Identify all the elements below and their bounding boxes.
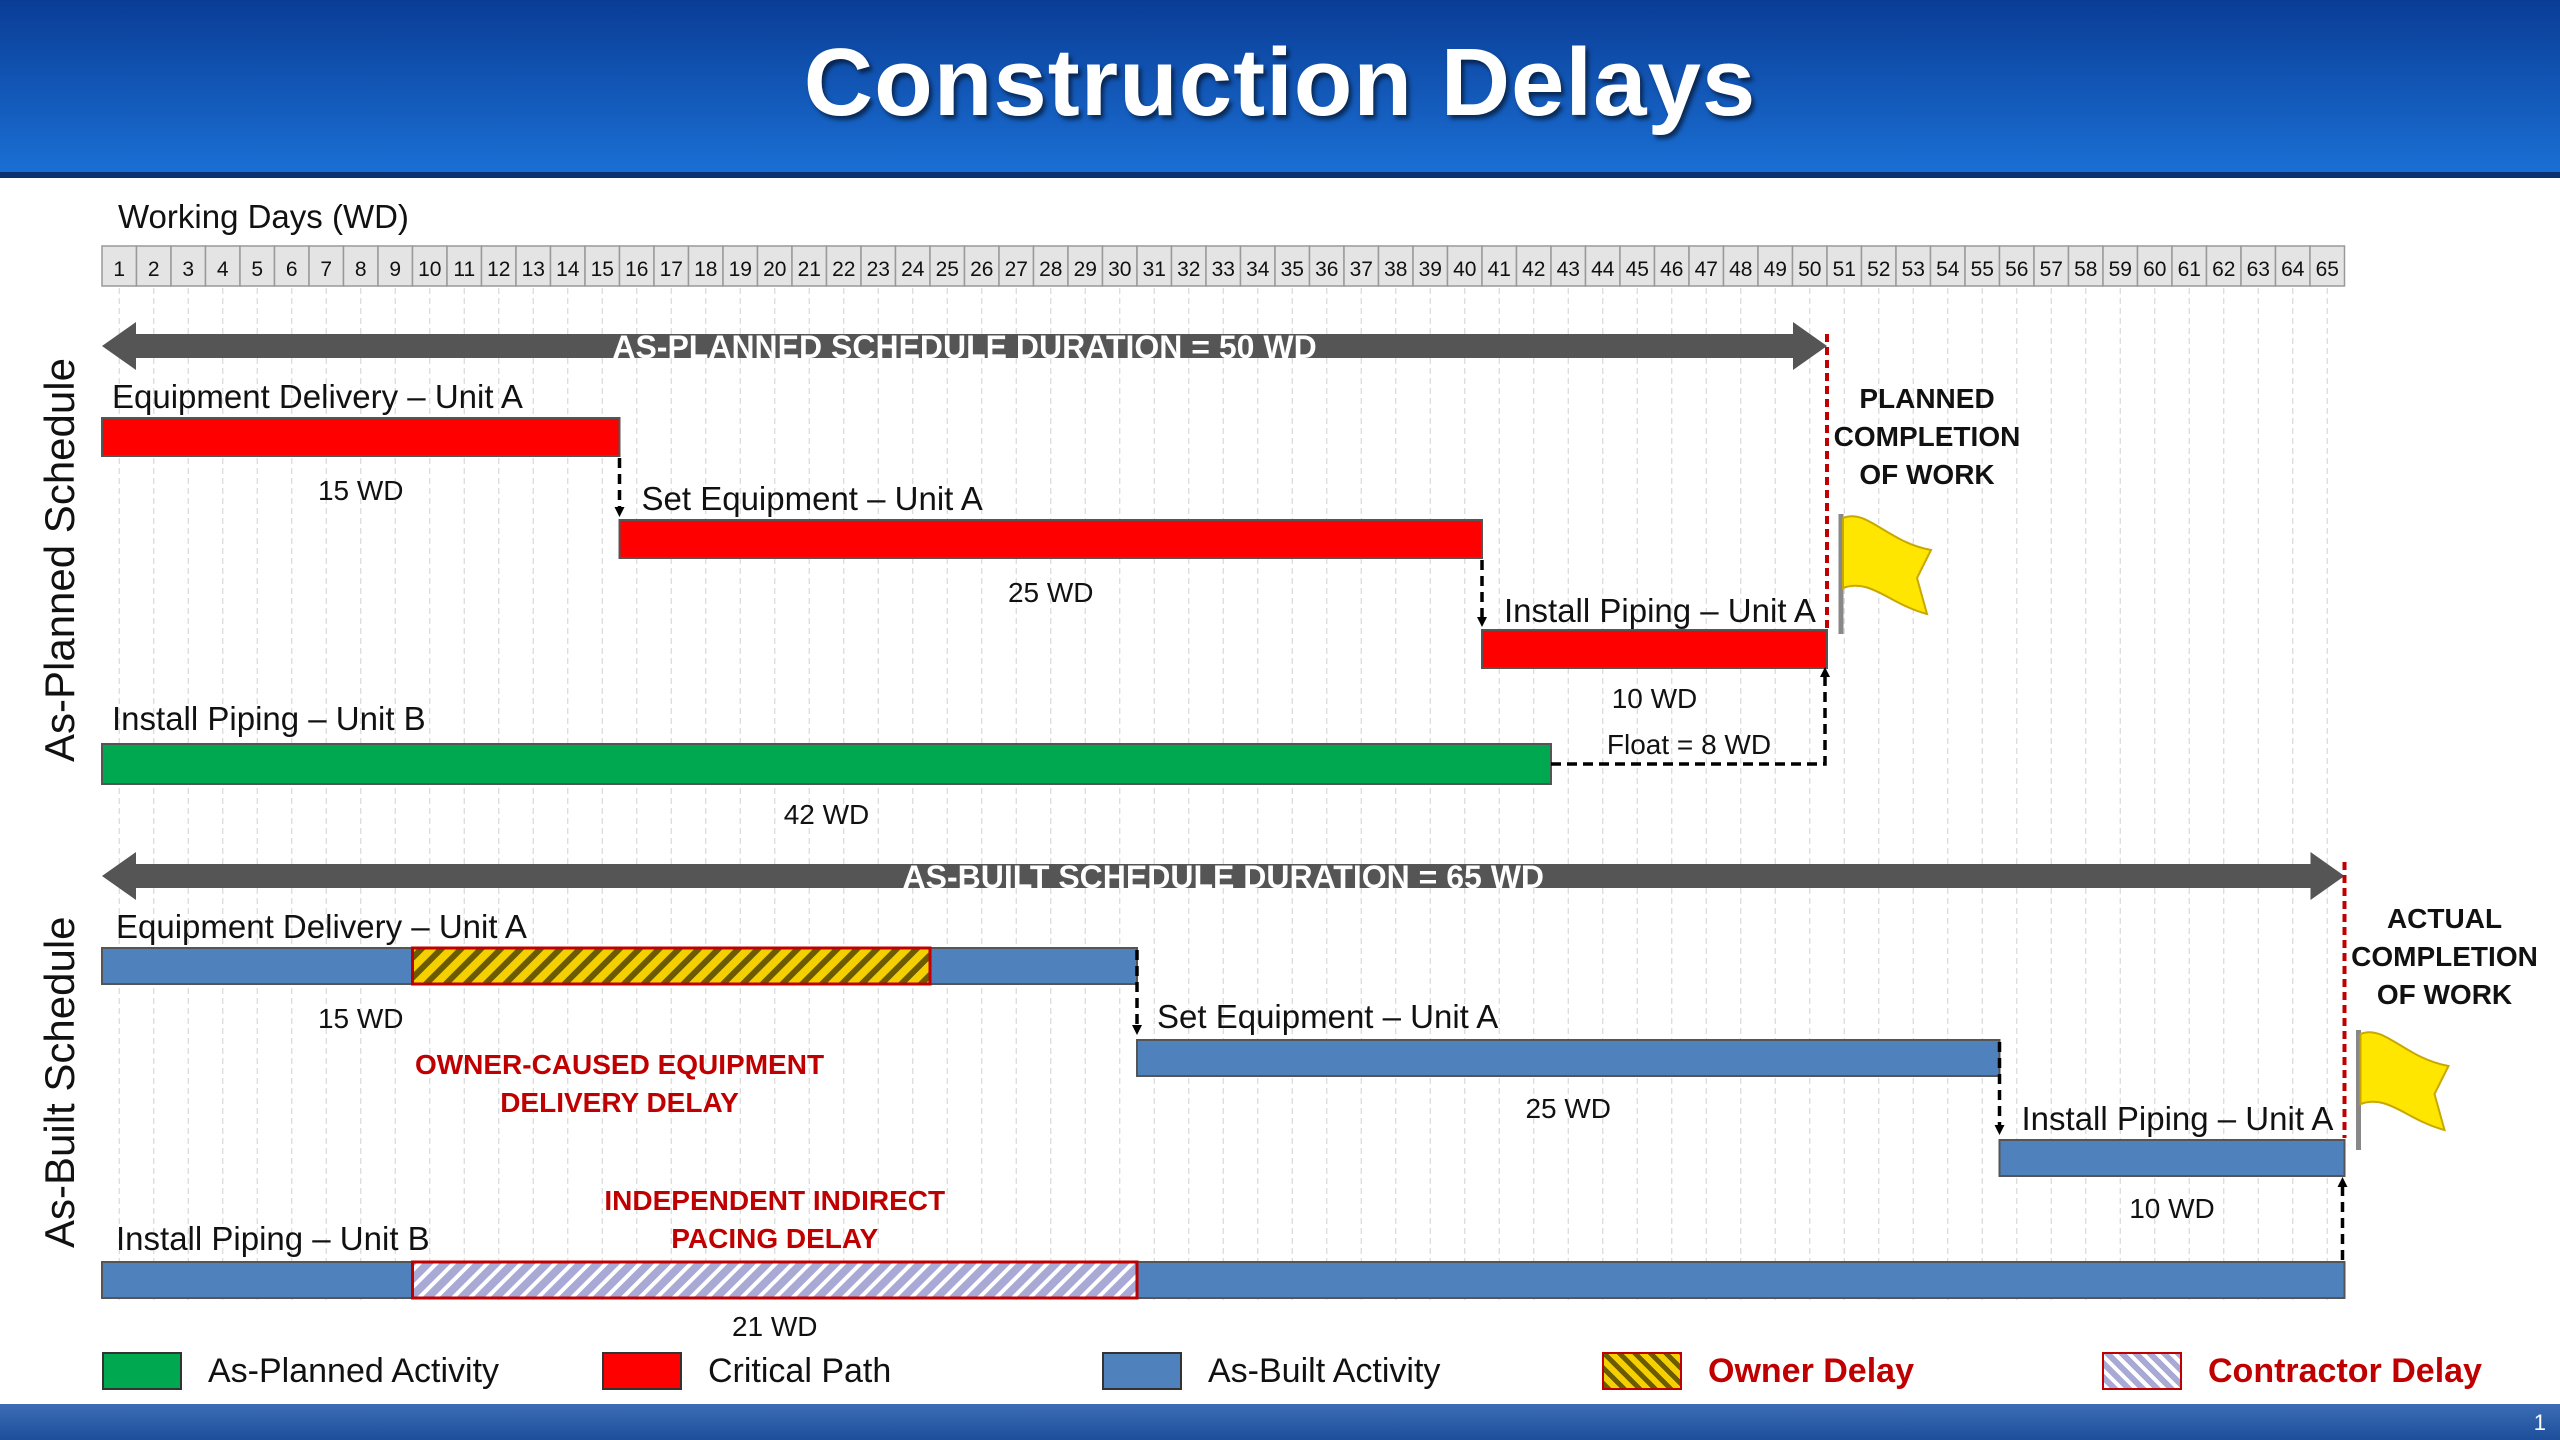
day-number: 57 (2039, 258, 2063, 281)
day-number: 20 (763, 258, 787, 281)
planned-completion-label: COMPLETION (1833, 421, 2021, 452)
owner-delay-label: DELIVERY DELAY (500, 1087, 739, 1118)
page-number: 1 (2533, 1410, 2546, 1435)
day-number: 10 (418, 258, 442, 281)
owner-delay-bar (413, 948, 931, 984)
day-number: 65 (2315, 258, 2339, 281)
contractor-delay-bar (413, 1262, 1138, 1298)
day-number: 28 (1039, 258, 1063, 281)
day-number: 56 (2005, 258, 2029, 281)
legend-label: Contractor Delay (2208, 1352, 2482, 1390)
day-number: 22 (832, 258, 856, 281)
legend-swatch-critical (602, 1352, 682, 1390)
planned-install-piping-a-label: Install Piping – Unit A (1504, 592, 1816, 629)
built-equipment-delivery-duration: 15 WD (317, 1003, 404, 1034)
day-number: 5 (251, 258, 264, 281)
day-number: 40 (1453, 258, 1477, 281)
planned-completion-flag-icon (1843, 516, 1931, 614)
day-number: 54 (1936, 258, 1960, 281)
day-number: 6 (285, 258, 298, 281)
day-number: 12 (487, 258, 511, 281)
legend-swatch-built (1102, 1352, 1182, 1390)
day-number: 17 (659, 258, 683, 281)
day-number: 15 (590, 258, 614, 281)
planned-completion-label: PLANNED (1859, 383, 1995, 414)
day-number: 52 (1867, 258, 1891, 281)
day-number: 62 (2212, 258, 2236, 281)
day-number: 45 (1625, 258, 1649, 281)
planned-install-piping-b-label: Install Piping – Unit B (112, 700, 426, 737)
built-install-piping-a-label: Install Piping – Unit A (2021, 1100, 2334, 1137)
contractor-delay-label: PACING DELAY (671, 1223, 879, 1254)
day-number: 26 (970, 258, 994, 281)
day-number: 55 (1970, 258, 1994, 281)
day-number: 47 (1694, 258, 1718, 281)
day-number: 46 (1660, 258, 1684, 281)
page-title: Construction Delays (803, 29, 1757, 136)
day-number: 38 (1384, 258, 1408, 281)
day-number: 31 (1142, 258, 1166, 281)
built-equipment-delivery-label: Equipment Delivery – Unit A (116, 908, 527, 945)
day-number: 37 (1349, 258, 1373, 281)
actual-completion-label: COMPLETION (2351, 941, 2538, 972)
built-install-piping-a-duration: 10 WD (2129, 1193, 2215, 1224)
actual-completion-label: OF WORK (2376, 979, 2513, 1010)
built-install-piping-b-label: Install Piping – Unit B (116, 1220, 430, 1257)
day-number: 39 (1418, 258, 1442, 281)
day-number: 48 (1729, 258, 1753, 281)
legend-swatch-contractor (2102, 1352, 2182, 1390)
legend-label: Critical Path (708, 1352, 892, 1390)
day-number: 13 (521, 258, 545, 281)
legend-swatch-planned (102, 1352, 182, 1390)
axis-label: Working Days (WD) (118, 198, 409, 235)
day-number: 8 (354, 258, 367, 281)
day-number: 61 (2177, 258, 2201, 281)
planned-section-label: As-Planned Schedule (36, 358, 83, 762)
built-set-equipment-bar (1137, 1040, 2000, 1076)
day-number: 34 (1246, 258, 1270, 281)
day-number: 59 (2108, 258, 2132, 281)
planned-install-piping-a-duration: 10 WD (1611, 683, 1698, 714)
legend-label: Owner Delay (1708, 1352, 1914, 1390)
planned-install-piping-b-duration: 42 WD (783, 799, 870, 830)
day-number: 33 (1211, 258, 1235, 281)
day-number: 50 (1798, 258, 1822, 281)
day-number: 27 (1004, 258, 1028, 281)
planned-set-equipment-duration: 25 WD (1007, 577, 1094, 608)
day-number: 18 (694, 258, 718, 281)
planned-set-equipment-label: Set Equipment – Unit A (641, 480, 983, 517)
built-section-label: As-Built Schedule (36, 916, 83, 1248)
day-number: 30 (1108, 258, 1132, 281)
legend-swatch-owner (1602, 1352, 1682, 1390)
day-number: 32 (1177, 258, 1201, 281)
day-number: 25 (935, 258, 959, 281)
built-set-equipment-duration: 25 WD (1525, 1093, 1612, 1124)
owner-delay-label: OWNER-CAUSED EQUIPMENT (414, 1049, 825, 1080)
legend-label: As-Built Activity (1208, 1352, 1441, 1390)
planned-equipment-delivery-duration: 15 WD (317, 475, 404, 506)
day-number: 60 (2143, 258, 2167, 281)
planned-equipment-delivery-label: Equipment Delivery – Unit A (112, 378, 523, 415)
day-number: 36 (1315, 258, 1339, 281)
day-number: 1 (113, 258, 126, 281)
day-number: 9 (389, 258, 402, 281)
day-number: 64 (2281, 258, 2305, 281)
actual-completion-flag-icon (2361, 1032, 2449, 1130)
planned-completion-label: OF WORK (1859, 459, 1995, 490)
day-number: 7 (320, 258, 333, 281)
day-number: 14 (556, 258, 580, 281)
built-install-piping-a-bar (2000, 1140, 2345, 1176)
planned-equipment-delivery-bar (102, 418, 620, 456)
day-number: 4 (216, 258, 229, 281)
day-number: 2 (147, 258, 160, 281)
contractor-delay-label: INDEPENDENT INDIRECT (604, 1185, 946, 1216)
built-set-equipment-label: Set Equipment – Unit A (1157, 998, 1499, 1035)
day-number: 53 (1901, 258, 1925, 281)
day-number: 58 (2074, 258, 2098, 281)
day-number: 49 (1763, 258, 1787, 281)
day-number: 24 (901, 258, 925, 281)
day-number: 63 (2246, 258, 2270, 281)
day-number: 11 (453, 258, 476, 281)
built-install-piping-b-duration: 21 WD (731, 1311, 818, 1340)
day-number: 43 (1556, 258, 1580, 281)
built-duration-arrow-label: AS-BUILT SCHEDULE DURATION = 65 WD (902, 859, 1544, 895)
footer-bar (0, 1404, 2560, 1440)
day-number: 3 (182, 258, 195, 281)
planned-install-piping-a-bar (1482, 630, 1827, 668)
planned-duration-arrow-label: AS-PLANNED SCHEDULE DURATION = 50 WD (612, 329, 1317, 365)
day-number: 23 (866, 258, 890, 281)
planned-install-piping-b-bar (102, 744, 1551, 784)
day-number: 21 (797, 258, 821, 281)
day-number: 16 (625, 258, 649, 281)
float-label: Float = 8 WD (1606, 729, 1772, 760)
day-number: 41 (1487, 258, 1511, 281)
day-number: 51 (1832, 258, 1856, 281)
planned-set-equipment-bar (620, 520, 1483, 558)
day-number: 19 (728, 258, 752, 281)
legend-label: As-Planned Activity (208, 1352, 500, 1390)
day-number: 35 (1280, 258, 1304, 281)
day-number: 42 (1522, 258, 1546, 281)
actual-completion-label: ACTUAL (2386, 903, 2503, 934)
day-number: 44 (1591, 258, 1615, 281)
day-number: 29 (1073, 258, 1097, 281)
